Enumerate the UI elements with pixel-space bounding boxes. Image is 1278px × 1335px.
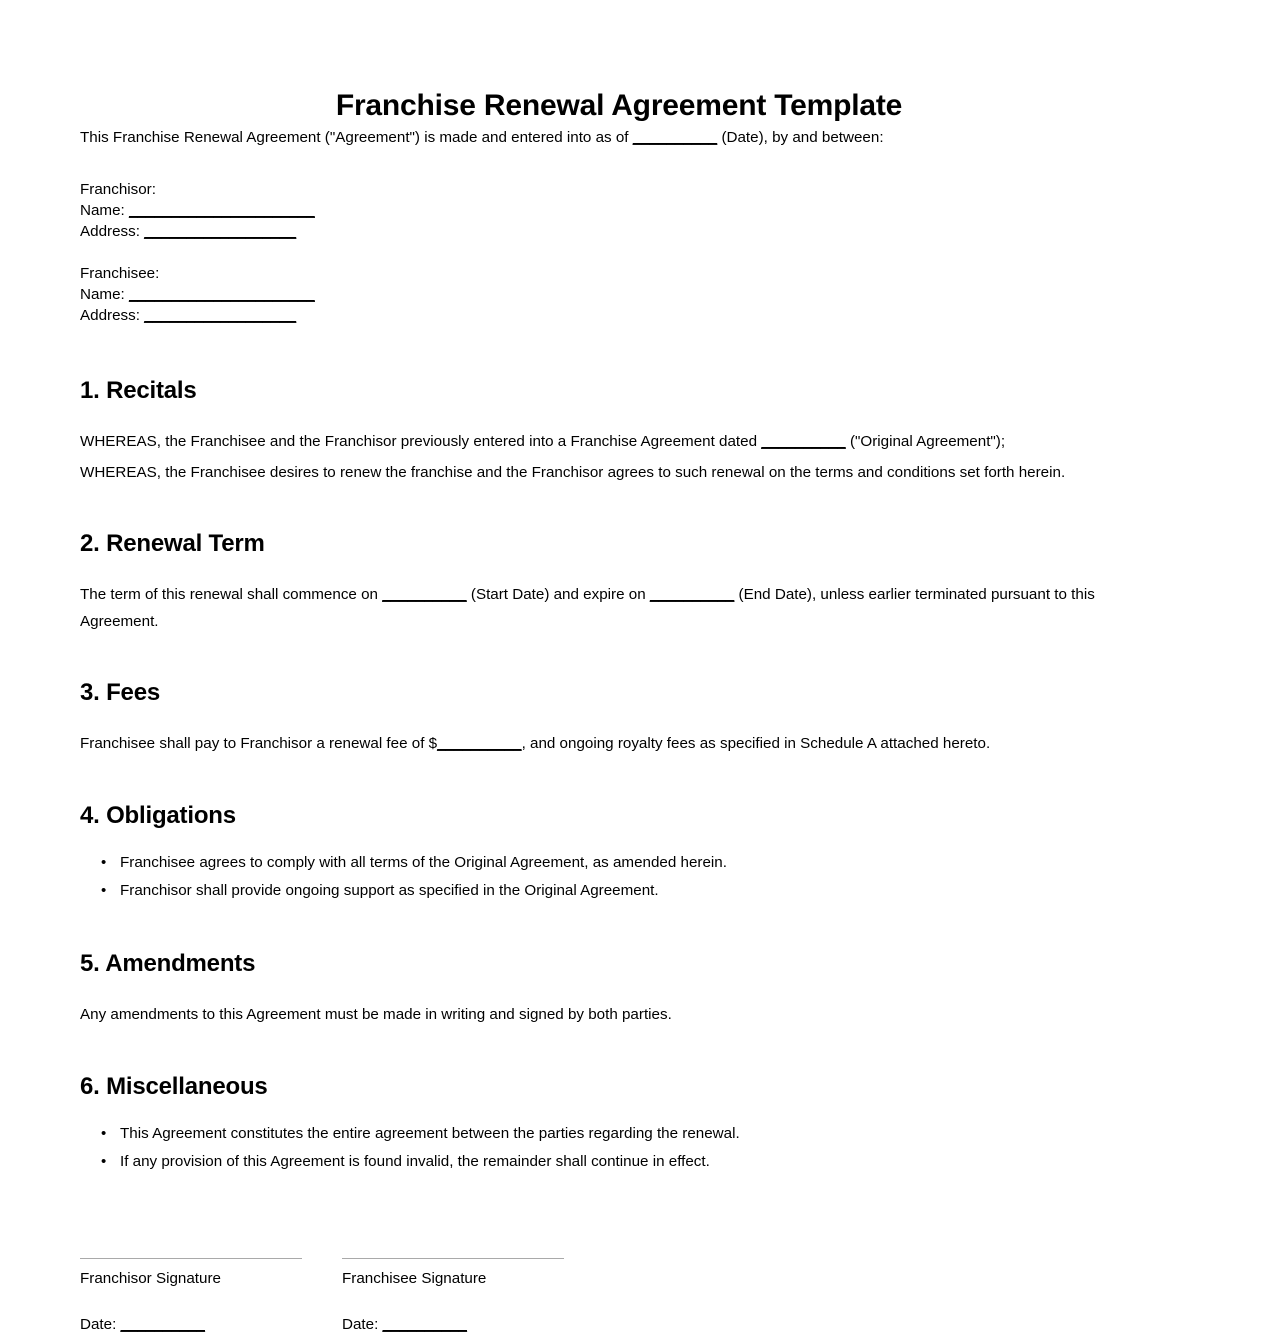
renewal-text-2: (Start Date) and expire on: [466, 586, 650, 603]
fees-text-1: Franchisee shall pay to Franchisor a renewal fee of $: [80, 735, 438, 752]
section-heading-amendments: 5. Amendments: [80, 950, 256, 977]
section-heading-fees: 3. Fees: [80, 679, 160, 706]
franchisor-date-label: Date:: [80, 1316, 121, 1333]
franchisor-signature-line[interactable]: [80, 1258, 302, 1259]
franchisee-date-label: Date:: [342, 1316, 383, 1333]
franchisee-date-row: [342, 1314, 604, 1335]
franchisor-address-blank: __________________: [144, 223, 297, 240]
recitals-date-blank: __________: [761, 433, 846, 450]
franchisor-address-label: Address:: [80, 223, 145, 240]
franchisee-name-row: [80, 284, 1158, 305]
fees-paragraph: [80, 730, 1158, 757]
franchisor-date-blank: __________: [120, 1316, 205, 1333]
renewal-term-paragraph: [80, 581, 1158, 635]
party-spacer: [80, 242, 1158, 263]
list-item: • Franchisee agrees to comply with all terms of the Original Agreement, as amended herein.: [120, 849, 1158, 877]
renewal-text-3: (End Date), unless earlier terminated pursuant to this Agreement.: [80, 586, 1095, 630]
franchisor-date-row: [80, 1314, 342, 1335]
franchisor-signature-block: [80, 1258, 342, 1335]
parties-block: [80, 179, 1158, 326]
section-fees: [80, 678, 1158, 757]
document-content: [80, 0, 1158, 1335]
fees-text-2: , and ongoing royalty fees as specified in Schedule A attached hereto.: [521, 735, 991, 752]
franchisor-name-label: Name:: [80, 202, 129, 219]
intro-text-after: (Date), by and between:: [717, 129, 884, 146]
list-item: • Franchisor shall provide ongoing support as specified in the Original Agreement.: [120, 877, 1158, 905]
renewal-end-date-blank: __________: [649, 586, 735, 603]
intro-date-blank: __________: [632, 129, 718, 146]
section-heading-renewal-term: 2. Renewal Term: [80, 530, 265, 557]
franchisor-signature-label: Franchisor Signature: [80, 1270, 221, 1287]
list-item: • If any provision of this Agreement is found invalid, the remainder shall continue in effect.: [120, 1148, 1158, 1176]
section-heading-recitals: 1. Recitals: [80, 377, 197, 404]
section-heading-miscellaneous: 6. Miscellaneous: [80, 1073, 268, 1100]
section-amendments: [80, 949, 1158, 1028]
renewal-start-date-blank: __________: [382, 586, 467, 603]
intro-paragraph: [80, 124, 1158, 151]
franchisee-date-blank: __________: [382, 1316, 467, 1333]
franchisor-heading: Franchisor:: [80, 181, 156, 198]
franchisor-address-row: [80, 221, 1158, 242]
franchisee-name-label: Name:: [80, 286, 129, 303]
miscellaneous-list: [80, 1120, 1158, 1176]
franchisee-signature-label: Franchisee Signature: [342, 1270, 487, 1287]
franchisee-signature-block: [342, 1258, 604, 1335]
amendments-paragraph: Any amendments to this Agreement must be made in writing and signed by both parties.: [80, 1006, 672, 1023]
page-title: Franchise Renewal Agreement Template: [335, 89, 903, 122]
renewal-text-1: The term of this renewal shall commence on: [80, 586, 383, 603]
franchisee-address-row: [80, 305, 1158, 326]
fees-amount-blank: __________: [437, 735, 522, 752]
recitals-p1-after: ("Original Agreement");: [845, 433, 1006, 450]
section-recitals: [80, 376, 1158, 486]
franchisor-name-blank: ______________________: [128, 202, 315, 219]
franchisee-heading: Franchisee:: [80, 265, 160, 282]
section-miscellaneous: [80, 1072, 1158, 1176]
franchisee-address-blank: __________________: [144, 307, 297, 324]
intro-text-before: This Franchise Renewal Agreement ("Agreement") is made and entered into as of: [80, 129, 633, 146]
franchisor-name-row: [80, 200, 1158, 221]
section-heading-obligations: 4. Obligations: [80, 802, 236, 829]
franchisee-name-blank: ______________________: [128, 286, 315, 303]
recitals-paragraph-1: [80, 428, 1158, 455]
section-obligations: [80, 801, 1158, 905]
recitals-p1-before: WHEREAS, the Franchisee and the Franchisor previously entered into a Franchise Agreement dated: [80, 433, 762, 450]
section-renewal-term: [80, 529, 1158, 635]
recitals-paragraph-2: WHEREAS, the Franchisee desires to renew the franchise and the Franchisor agrees to such renewal on the terms and conditions set forth herein.: [80, 464, 1066, 481]
list-item: • This Agreement constitutes the entire agreement between the parties regarding the renewal.: [120, 1120, 1158, 1148]
obligations-list: [80, 849, 1158, 905]
franchisee-address-label: Address:: [80, 307, 145, 324]
franchisee-signature-line[interactable]: [342, 1258, 564, 1259]
signature-area: [80, 1258, 1158, 1335]
